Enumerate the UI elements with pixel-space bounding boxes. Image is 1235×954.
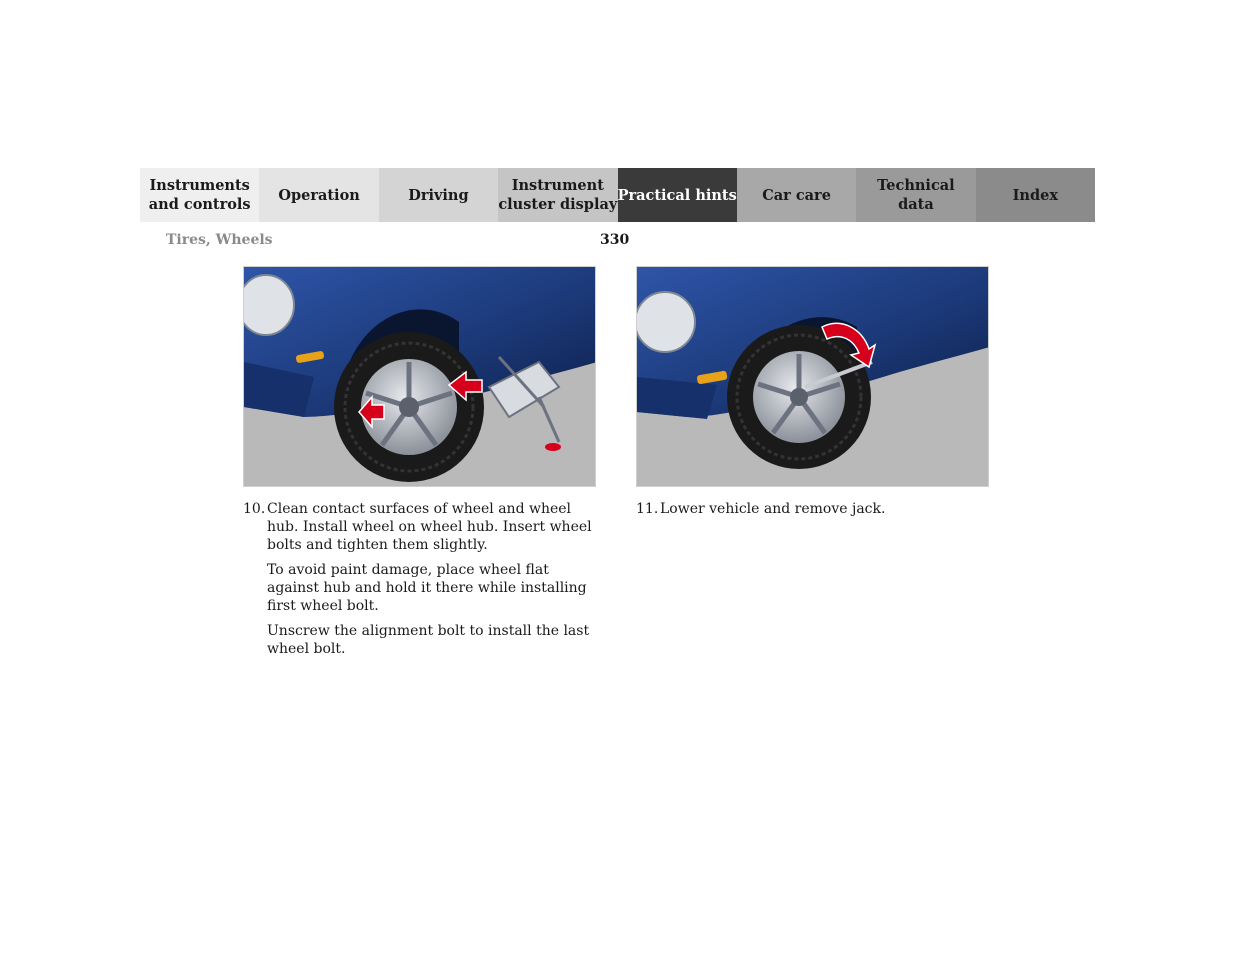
illustration-lower-vehicle	[636, 266, 989, 487]
headlight	[244, 275, 294, 335]
tab-car-care[interactable]: Car care	[737, 168, 856, 222]
step-text: Lower vehicle and remove jack.	[660, 501, 886, 517]
tab-operation[interactable]: Operation	[259, 168, 378, 222]
tab-practical-hints[interactable]: Practical hints	[618, 168, 737, 222]
wheel-hub	[399, 397, 419, 417]
step-note-paint: To avoid paint damage, place wheel flat against hub and hold it there while installing first wheel bolt.	[267, 562, 587, 614]
instruction-step-11	[636, 500, 996, 518]
lower-vehicle-drawing	[637, 267, 989, 487]
instruction-step-10	[243, 500, 603, 658]
mount-wheel-drawing	[244, 267, 596, 487]
tab-technical-data[interactable]: Technical data	[856, 168, 975, 222]
tab-instrument-cluster-display[interactable]: Instrument cluster display	[498, 168, 617, 222]
step-number: 11.	[636, 501, 659, 517]
step-note-alignment: Unscrew the alignment bolt to install the last wheel bolt.	[267, 623, 590, 657]
wheel-hub	[790, 388, 808, 406]
tab-instruments-and-controls[interactable]: Instruments and controls	[140, 168, 259, 222]
illustration-mount-wheel	[243, 266, 596, 487]
step-number: 10.	[243, 501, 266, 517]
tab-index[interactable]: Index	[976, 168, 1095, 222]
page-number: 330	[600, 232, 630, 248]
step-text: Clean contact surfaces of wheel and wheel hub. Install wheel on wheel hub. Insert wheel bolts and tighten them slightly.	[267, 501, 592, 553]
headlight	[637, 292, 695, 352]
section-title: Tires, Wheels	[166, 232, 273, 248]
section-navigation	[140, 168, 1095, 222]
tab-driving[interactable]: Driving	[379, 168, 498, 222]
